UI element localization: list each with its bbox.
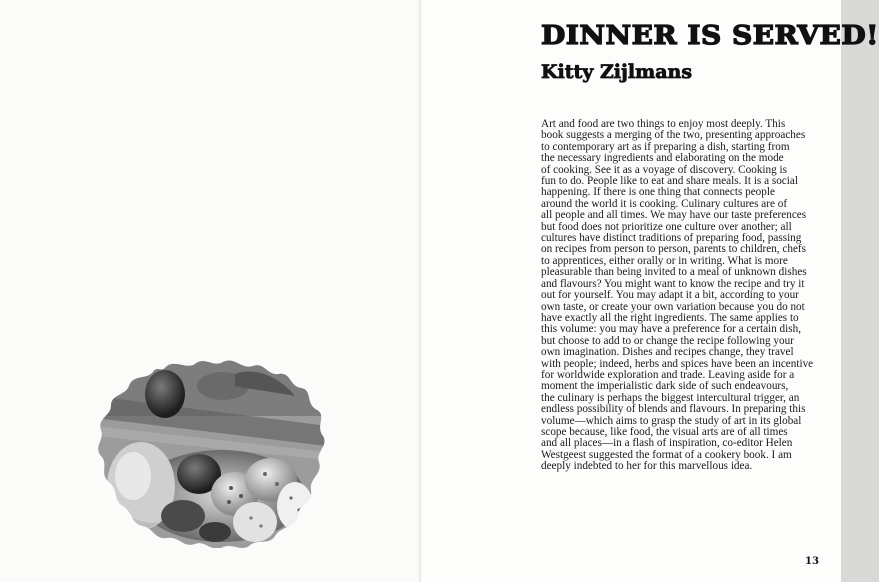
food-still-life-illustration: [95, 356, 327, 548]
article-title: DINNER IS SERVED!: [541, 20, 879, 51]
article-author: Kitty Zijlmans: [541, 61, 693, 83]
page-number: 13: [805, 556, 819, 567]
left-page: [0, 0, 421, 582]
article-body: Art and food are two things to enjoy most deeply. This book suggests a merging of the two, presenting approaches to contemporary art as if preparing a dish, starting from the necessary ingredients and elaborating on the mode of cooking. See it as a voyage of discovery. Cooking is fun to do. People like to eat and share meals. It is a social happening. If there is one thing that connects people around the world it is cooking. Culinary cultures are of all people and all times. We may have our taste preferences but food does not prioritize one culture over another; all cultures have distinct traditions of preparing food, passing on recipes from person to person, parents to children, chefs to apprentices, either orally or in writing. What is more pleasurable than being invited to a meal of unknown dishes and flavours? You might want to know the recipe and try it out for yourself. You may adapt it a bit, according to your own taste, or create your own variation because you do not have exactly all the right ingredients. The same applies to this volume: you may have a preference for a certain dish, but choose to add to or change the recipe following your own imagination. Dishes and recipes change, they travel with people; indeed, herbs and spices have been an incentive for worldwide exploration and trade. Leaving aside for a moment the imperialistic dark side of such endeavours, the culinary is perhaps the biggest intercultural trigger, an endless possibility of blends and flavours. In preparing this volume—which aims to grasp the study of art in its global scope because, like food, the visual arts are of all times and all places—in a flash of inspiration, co-editor Helen Westgeest suggested the format of a cookery book. I am deeply indebted to her for this marvellous idea.: [541, 118, 814, 473]
right-page: [421, 0, 879, 582]
